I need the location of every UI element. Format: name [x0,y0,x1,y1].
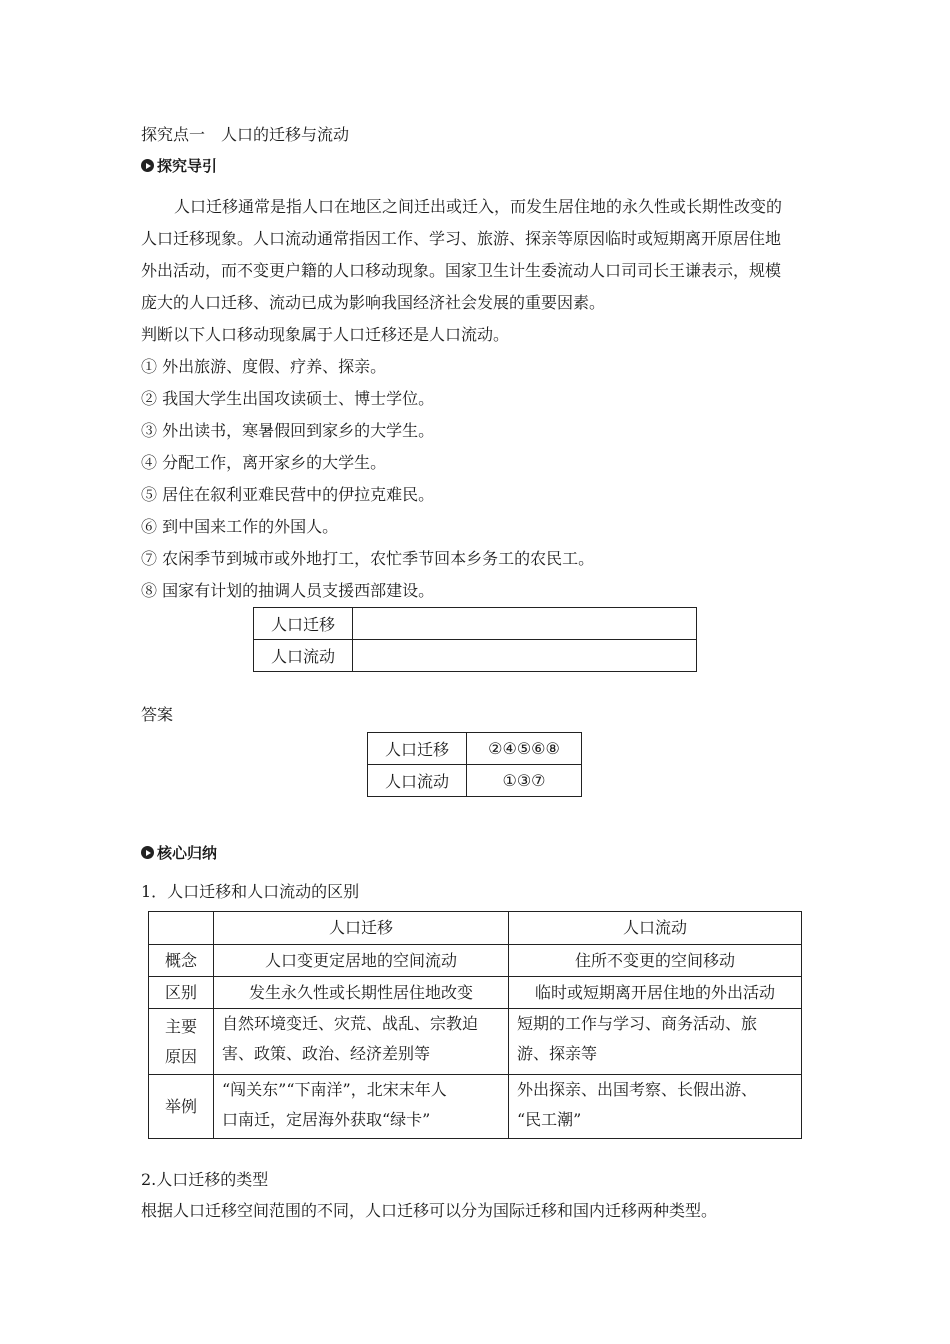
header-empty [149,912,214,945]
comparison-table [148,911,802,1139]
guide-heading [141,155,217,176]
cell-causes-migration-line1: 自然环境变迁、灾荒、战乱、宗教迫 [222,1014,479,1033]
cell-causes-flow-line2: 游、探亲等 [517,1044,598,1063]
table-row [149,1009,802,1075]
guide-heading-text: 探究导引 [157,157,218,175]
answer-label-migration: 人口迁移 [368,733,467,765]
table-row [254,608,697,640]
table-row [149,912,802,945]
cell-examples-flow-line2: “民工潮” [517,1110,582,1129]
cell-causes-migration [214,1009,509,1075]
list-item: ⑤ 居住在叙利亚难民营中的伊拉克难民。 [141,485,435,504]
play-triangle-icon [141,159,154,172]
list-item: ③ 外出读书，寒暑假回到家乡的大学生。 [141,421,435,440]
answer-label: 答案 [141,705,174,724]
answer-value-migration: ②④⑤⑥⑧ [467,733,582,765]
cell-difference-migration: 发生永久性或长期性居住地改变 [214,977,509,1009]
row-label-difference: 区别 [149,977,214,1009]
cell-examples-flow [509,1075,802,1139]
table-row [149,977,802,1009]
core-heading-text: 核心归纳 [157,844,218,862]
row-label-examples: 举例 [149,1075,214,1139]
answer-table [367,732,582,797]
question: 判断以下人口移动现象属于人口迁移还是人口流动。 [141,325,510,344]
intro-line-4: 庞大的人口迁移、流动已成为影响我国经济社会发展的重要因素。 [141,293,606,312]
list-item: ⑧ 国家有计划的抽调人员支援西部建设。 [141,581,435,600]
row-label-causes-line2: 原因 [164,1046,197,1066]
cell-causes-migration-line2: 害、政策、政治、经济差别等 [222,1044,431,1063]
intro-line-3: 外出活动，而不变更户籍的人口移动现象。国家卫生计生委流动人口司司长王谦表示，规模 [141,261,782,280]
row-label-causes [149,1009,214,1075]
table-row [149,945,802,977]
fill-label-migration: 人口迁移 [254,608,353,640]
fill-blank-migration [353,608,697,640]
sub2-text: 根据人口迁移空间范围的不同，人口迁移可以分为国际迁移和国内迁移两种类型。 [141,1201,718,1220]
cell-causes-flow [509,1009,802,1075]
section-title: 探究点一 人口的迁移与流动 [141,125,350,144]
answer-value-flow: ①③⑦ [467,765,582,797]
sub1-title: 1．人口迁移和人口流动的区别 [141,882,360,901]
cell-difference-flow: 临时或短期离开居住地的外出活动 [509,977,802,1009]
cell-examples-flow-line1: 外出探亲、出国考察、长假出游、 [517,1080,758,1099]
table-row [368,765,582,797]
fill-blank-flow [353,640,697,672]
cell-concept-migration: 人口变更定居地的空间流动 [214,945,509,977]
table-row [254,640,697,672]
header-migration: 人口迁移 [214,912,509,945]
list-item: ⑥ 到中国来工作的外国人。 [141,517,339,536]
play-triangle-icon [141,846,154,859]
fill-table [253,607,697,672]
list-item: ① 外出旅游、度假、疗养、探亲。 [141,357,387,376]
table-row [149,1075,802,1139]
sub2-title: 2.人口迁移的类型 [141,1170,269,1189]
fill-label-flow: 人口流动 [254,640,353,672]
intro-line-1: 人口迁移通常是指人口在地区之间迁出或迁入，而发生居住地的永久性或长期性改变的 [174,197,783,216]
list-item: ⑦ 农闲季节到城市或外地打工，农忙季节回本乡务工的农民工。 [141,549,595,568]
row-label-concept: 概念 [149,945,214,977]
list-item: ④ 分配工作，离开家乡的大学生。 [141,453,387,472]
cell-concept-flow: 住所不变更的空间移动 [509,945,802,977]
row-label-causes-line1: 主要 [164,1016,197,1036]
cell-examples-migration-line2: 口南迁，定居海外获取“绿卡” [222,1110,431,1129]
cell-examples-migration [214,1075,509,1139]
header-flow: 人口流动 [509,912,802,945]
intro-line-2: 人口迁移现象。人口流动通常指因工作、学习、旅游、探亲等原因临时或短期离开原居住地 [141,229,782,248]
answer-label-flow: 人口流动 [368,765,467,797]
cell-examples-migration-line1: “闯关东”“下南洋”，北宋末年人 [222,1080,447,1099]
cell-causes-flow-line1: 短期的工作与学习、商务活动、旅 [517,1014,758,1033]
list-item: ② 我国大学生出国攻读硕士、博士学位。 [141,389,435,408]
core-heading [141,842,217,863]
table-row [368,733,582,765]
